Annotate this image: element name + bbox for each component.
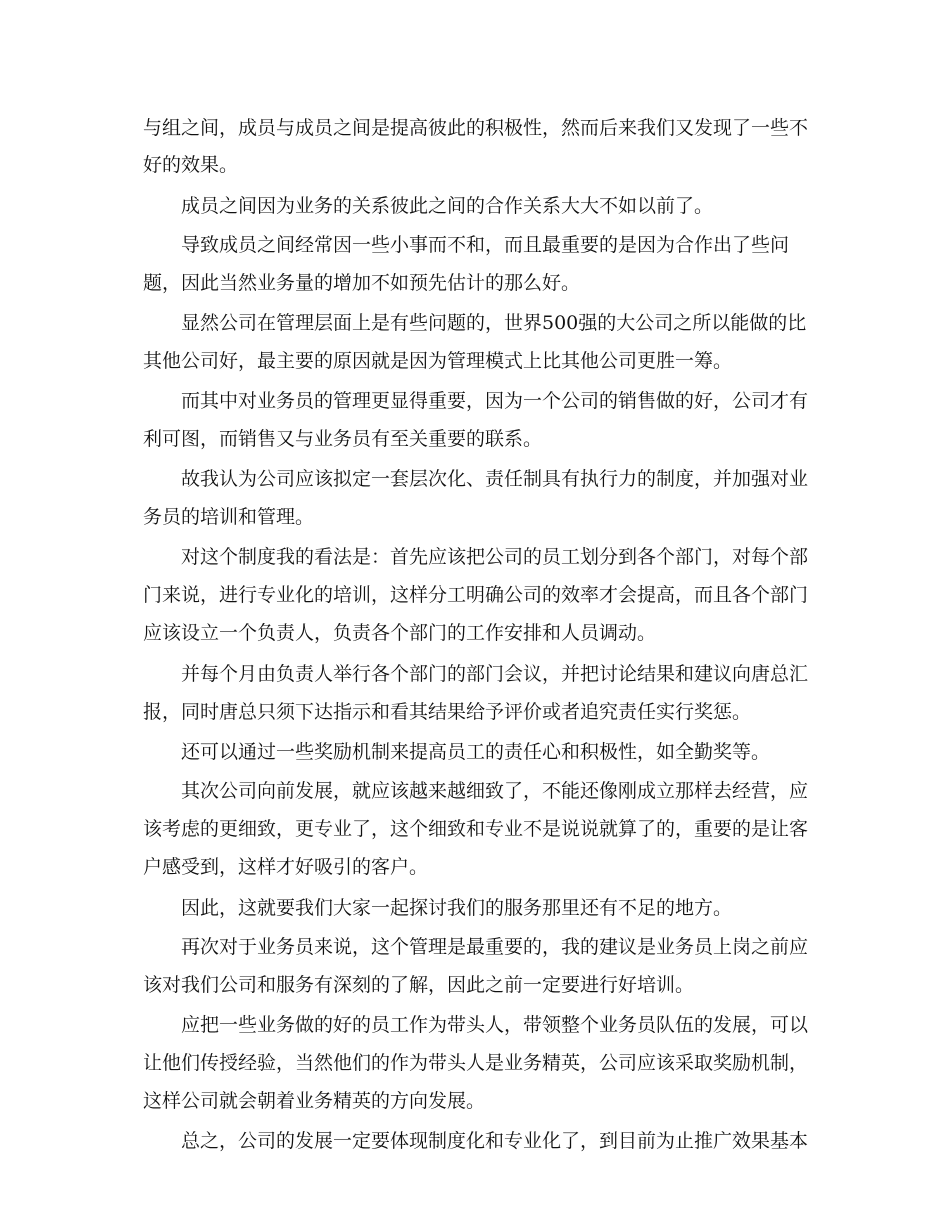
text-line: 好的效果。 xyxy=(143,154,239,176)
text-line: 这样公司就会朝着业务精英的方向发展。 xyxy=(143,1090,486,1112)
text-line: 成员之间因为业务的关系彼此之间的合作关系大大不如以前了。 xyxy=(181,195,714,217)
text-line: 应把一些业务做的好的员工作为带头人，带领整个业务员队伍的发展，可以 xyxy=(181,1014,809,1036)
text-line: 与组之间，成员与成员之间是提高彼此的积极性，然而后来我们又发现了一些不 xyxy=(143,117,809,139)
text-line: 再次对于业务员来说，这个管理是最重要的，我的建议是业务员上岗之前应 xyxy=(181,936,809,958)
text-line: 务员的培训和管理。 xyxy=(143,506,315,528)
text-line: 门来说，进行专业化的培训，这样分工明确公司的效率才会提高，而且各个部门 xyxy=(143,584,809,606)
text-line: 总之，公司的发展一定要体现制度化和专业化了，到目前为止推广效果基本 xyxy=(181,1130,809,1152)
text-line: 其他公司好，最主要的原因就是因为管理模式上比其他公司更胜一筹。 xyxy=(143,350,733,372)
text-line: 故我认为公司应该拟定一套层次化、责任制具有执行力的制度，并加强对业 xyxy=(181,468,809,490)
text-line: 题，因此当然业务量的增加不如预先估计的那么好。 xyxy=(143,272,581,294)
text-line: 让他们传授经验，当然他们的作为带头人是业务精英，公司应该采取奖励机制， xyxy=(143,1052,809,1074)
text-line: 还可以通过一些奖励机制来提高员工的责任心和积极性，如全勤奖等。 xyxy=(181,741,771,763)
text-line: 对这个制度我的看法是：首先应该把公司的员工划分到各个部门，对每个部 xyxy=(181,546,809,568)
text-line: 报，同时唐总只须下达指示和看其结果给予评价或者追究责任实行奖惩。 xyxy=(143,701,752,723)
text-line: 因此，这就要我们大家一起探讨我们的服务那里还有不足的地方。 xyxy=(181,897,733,919)
text-line: 而其中对业务员的管理更显得重要，因为一个公司的销售做的好，公司才有 xyxy=(181,390,809,412)
text-line: 显然公司在管理层面上是有些问题的，世界500强的大公司之所以能做的比 xyxy=(181,312,807,334)
text-line: 该对我们公司和服务有深刻的了解，因此之前一定要进行好培训。 xyxy=(143,974,695,996)
text-line: 并每个月由负责人举行各个部门的部门会议，并把讨论结果和建议向唐总汇 xyxy=(181,663,809,685)
text-line: 该考虑的更细致，更专业了，这个细致和专业不是说说就算了的，重要的是让客 xyxy=(143,818,809,840)
text-line: 导致成员之间经常因一些小事而不和，而且最重要的是因为合作出了些问 xyxy=(181,234,790,256)
text-line: 户感受到，这样才好吸引的客户。 xyxy=(143,856,429,878)
text-line: 应该设立一个负责人，负责各个部门的工作安排和人员调动。 xyxy=(143,622,657,644)
text-line: 利可图，而销售又与业务员有至关重要的联系。 xyxy=(143,428,543,450)
text-line: 其次公司向前发展，就应该越来越细致了，不能还像刚成立那样去经营，应 xyxy=(181,780,809,802)
